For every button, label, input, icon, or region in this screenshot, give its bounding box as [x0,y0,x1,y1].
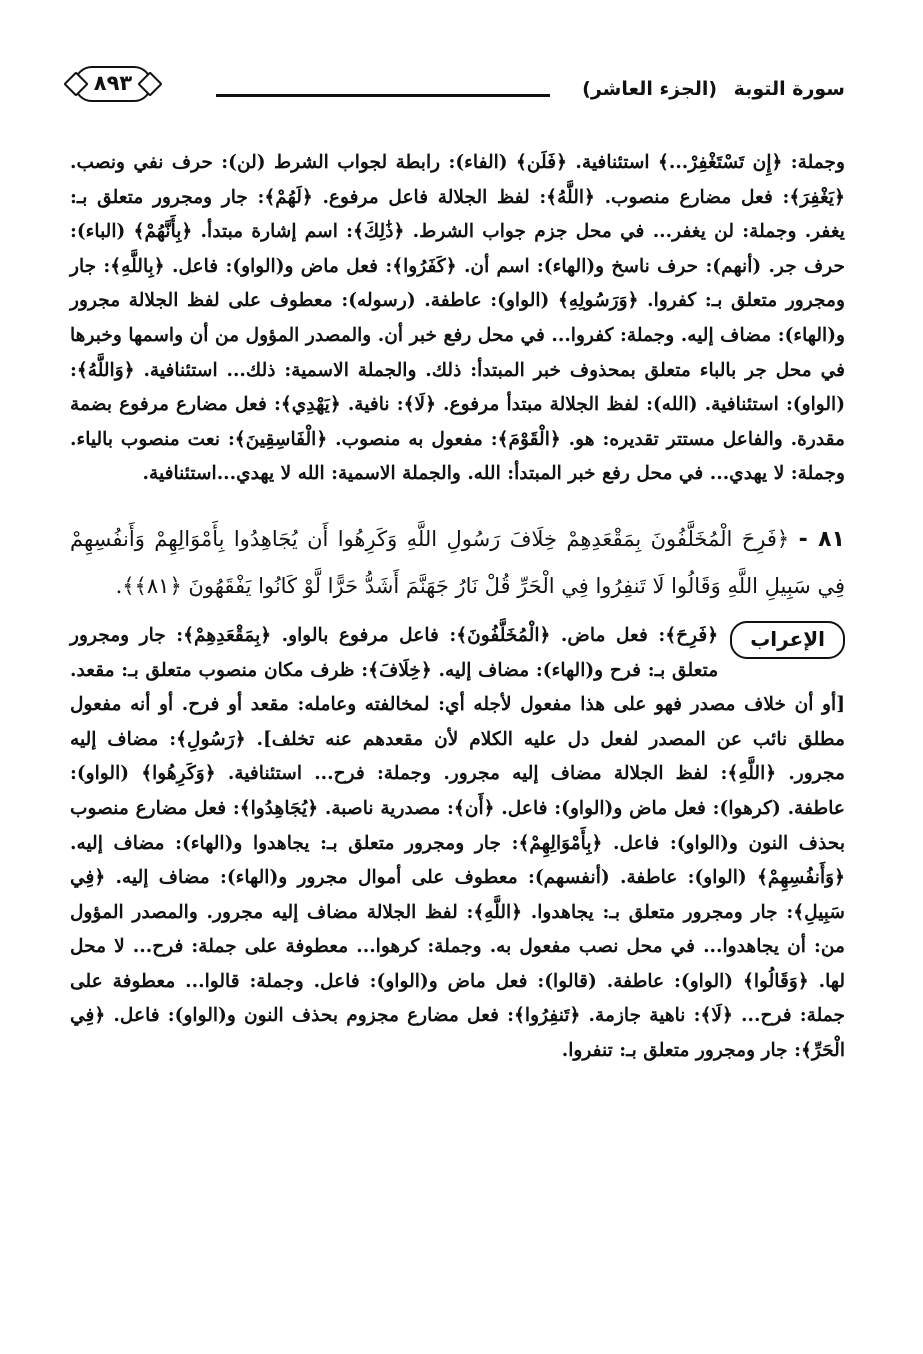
page-header [70,58,845,116]
irab-text-verse-81: ﴿فَرِحَ﴾: فعل ماض. ﴿الْمُخَلَّفُونَ﴾: فاعل مرفوع بالواو. ﴿بِمَقْعَدِهِمْ﴾: جار ومجرور متعلق بـ: فرح و(الهاء): مضاف إليه. ﴿خِلَافَ﴾: ظرف مكان منصوب متعلق بـ: مقعد. [أو أن خلاف مصدر فهو على هذا مفعول لأجله أي: لمخالفته وعامله: مقعد أو فرح. أو أنه مفعول مطلق نائب عن المصدر لفعل دل عليه الكلام لأن مقعدهم عنه تخلف]. ﴿رَسُولِ﴾: مضاف إليه مجرور. ﴿اللَّهِ﴾: لفظ الجلالة مضاف إليه مجرور. وجملة: فرح... استئنافية. ﴿وَكَرِهُوا﴾ (الواو): عاطفة. (كرهوا): فعل ماض و(الواو): فاعل. ﴿أَن﴾: مصدرية ناصبة. ﴿يُجَاهِدُوا﴾: فعل مضارع منصوب بحذف النون و(الواو): فاعل. ﴿بِأَمْوَالِهِمْ﴾: جار ومجرور متعلق بـ: يجاهدوا و(الهاء): مضاف إليه. ﴿وَأَنفُسِهِمْ﴾ (الواو): عاطفة. (أنفسهم): معطوف على أموال مجرور و(الهاء): مضاف إليه. ﴿فِي سَبِيلِ﴾: جار ومجرور متعلق بـ: يجاهدوا. ﴿اللَّهِ﴾: لفظ الجلالة مضاف إليه مجرور. والمصدر المؤول من: أن يجاهدوا... في محل نصب مفعول به. وجملة: كرهوا... معطوفة على جملة: فرح... لا محل لها. ﴿وَقَالُوا﴾ (الواو): عاطفة. (قالوا): فعل ماض و(الواو): فاعل. وجملة: قالوا... معطوفة على جملة: فرح... ﴿لَا﴾: ناهية جازمة. ﴿تَنفِرُوا﴾: فعل مضارع مجزوم بحذف النون و(الواو): فاعل. ﴿فِي الْحَرِّ﴾: جار ومجرور متعلق بـ: تنفروا. [70,624,845,1062]
verse-text: ﴿فَرِحَ الْمُخَلَّفُونَ بِمَقْعَدِهِمْ خِلَافَ رَسُولِ اللَّهِ وَكَرِهُوا أَن يُجَاهِدُوا بِأَمْوَالِهِمْ وَأَنفُسِهِمْ فِي سَبِيلِ اللَّهِ وَقَالُوا لَا تَنفِرُوا فِي الْحَرِّ قُلْ نَارُ جَهَنَّمَ أَشَدُّ حَرًّا لَّوْ كَانُوا يَفْقَهُونَ ﴿٨١﴾﴾. [70,526,845,598]
verse-number: ٨١ - [798,526,845,552]
part-title: (الجزء العاشر) [582,78,718,100]
running-title [582,78,845,100]
surah-title: سورة التوبة [733,78,845,100]
irab-paragraph-verse-80: وجملة: ﴿إِن تَسْتَغْفِرْ...﴾ استئنافية. ﴿فَلَن﴾ (الفاء): رابطة لجواب الشرط (لن): حرف نفي ونصب. ﴿يَغْفِرَ﴾: فعل مضارع منصوب. ﴿اللَّهُ﴾: لفظ الجلالة فاعل مرفوع. ﴿لَهُمْ﴾: جار ومجرور متعلق بـ: يغفر. وجملة: لن يغفر... في محل جزم جواب الشرط. ﴿ذَٰلِكَ﴾: اسم إشارة مبتدأ. ﴿بِأَنَّهُمْ﴾ (الباء): حرف جر. (أنهم): حرف ناسخ و(الهاء): اسم أن. ﴿كَفَرُوا﴾: فعل ماض و(الواو): فاعل. ﴿بِاللَّهِ﴾: جار ومجرور متعلق بـ: كفروا. ﴿وَرَسُولِهِ﴾ (الواو): عاطفة. (رسوله): معطوف على لفظ الجلالة مجرور و(الهاء): مضاف إليه. وجملة: كفروا... في محل رفع خبر أن. والمصدر المؤول من أن واسمها وخبرها في محل جر بالباء متعلق بمحذوف خبر المبتدأ: ذلك. والجملة الاسمية: ذلك... استئنافية. ﴿وَاللَّهُ﴾: (الواو): استئنافية. (الله): لفظ الجلالة مبتدأ مرفوع. ﴿لَا﴾: نافية. ﴿يَهْدِي﴾: فعل مضارع مرفوع بضمة مقدرة. والفاعل مستتر تقديره: هو. ﴿الْقَوْمَ﴾: مفعول به منصوب. ﴿الْفَاسِقِينَ﴾: نعت منصوب بالياء. وجملة: لا يهدي... في محل رفع خبر المبتدأ: الله. والجملة الاسمية: الله لا يهدي...استئنافية. [70,152,845,485]
irab-label-badge: الإعراب [730,621,845,659]
page-number-badge [74,66,152,102]
book-page [70,58,845,1328]
page-number: ٨٩٣ [93,71,133,95]
quran-verse-81 [70,516,845,609]
header-rule [216,94,550,97]
irab-paragraph-verse-81 [70,619,845,1069]
